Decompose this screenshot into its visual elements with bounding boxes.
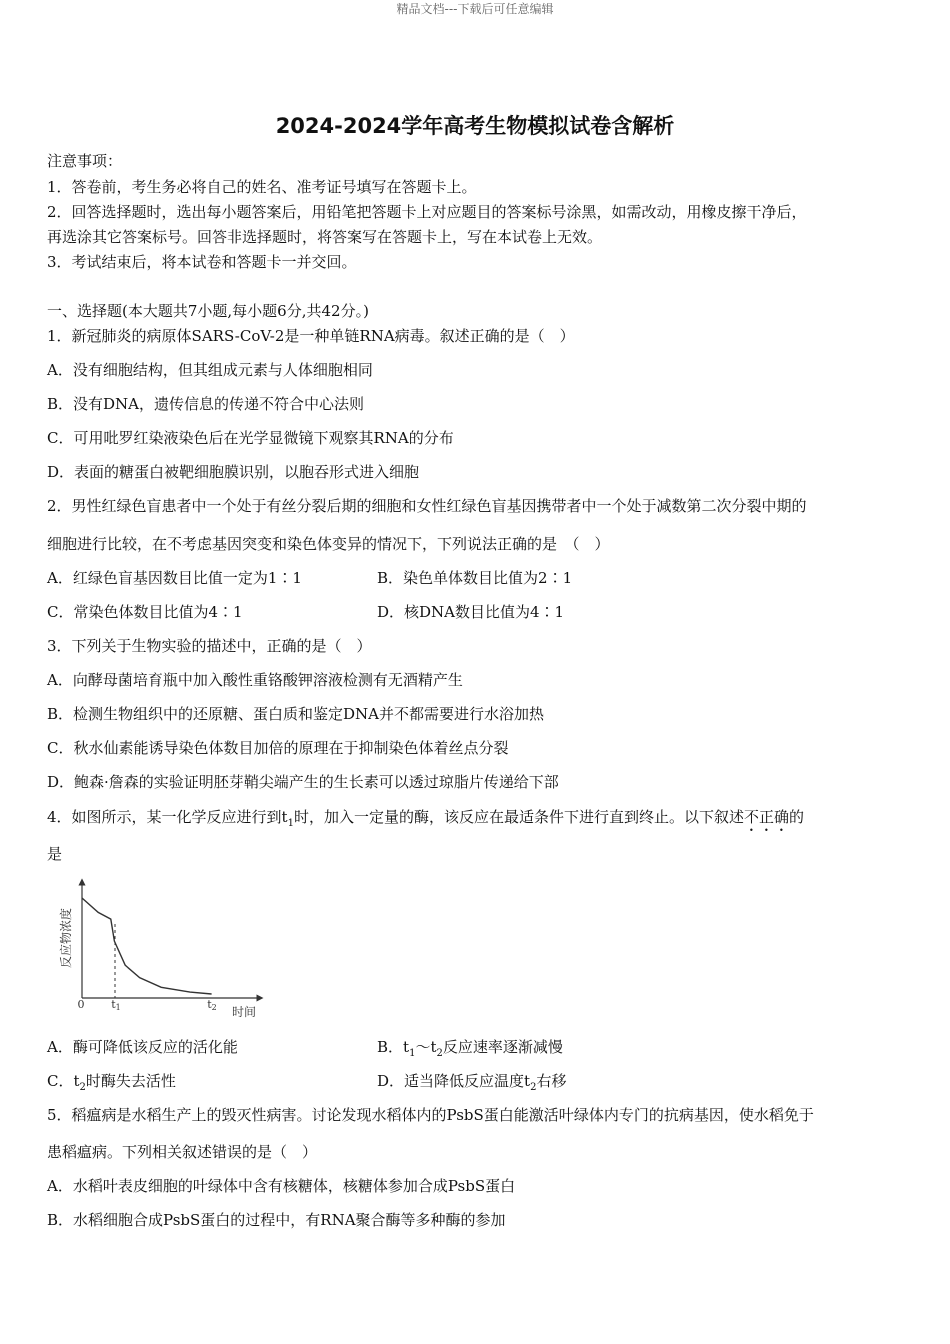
notice-item-3: 3．考试结束后，将本试卷和答题卡一并交回。: [47, 253, 357, 271]
q4-option-a: A．酶可降低该反应的活化能: [47, 1038, 238, 1056]
q4-b-post: 反应速率逐渐减慢: [442, 1038, 563, 1056]
q4-d-sub: 2: [530, 1082, 537, 1093]
q1-stem: 1．新冠肺炎的病原体SARS-CoV-2是一种单链RNA病毒。叙述正确的是（ ）: [47, 327, 575, 345]
q5-stem-line1: 5．稻瘟病是水稻生产上的毁灭性病害。讨论发现水稻体内的PsbS蛋白能激活叶绿体内专门的抗病基因，使水稻免于: [47, 1106, 814, 1124]
notice-item-2-cont: 再选涂其它答案标号。回答非选择题时，将答案写在答题卡上，写在本试卷上无效。: [47, 228, 603, 246]
chart-tick-t2: t2: [207, 998, 217, 1012]
q4-stem-mid: 时，加入一定量的酶，该反应在最适条件下进行直到终止。以下叙述: [293, 808, 744, 826]
chart-tick-t1: t1: [111, 998, 121, 1012]
q3-option-b: B．检测生物组织中的还原糖、蛋白质和鉴定DNA并不都需要进行水浴加热: [47, 705, 545, 723]
q2-option-c: C．常染色体数目比值为4∶1: [47, 603, 243, 621]
q4-c-pre: C．t: [47, 1072, 80, 1090]
notice-item-2: 2．回答选择题时，选出每小题答案后，用铅笔把答题卡上对应题目的答案标号涂黑，如需改动，用橡皮擦干净后，: [47, 203, 807, 221]
q4-stem-line1: [47, 806, 804, 835]
q1-option-a: A．没有细胞结构，但其组成元素与人体细胞相同: [47, 361, 373, 379]
q4-b-sub2: 2: [436, 1048, 443, 1059]
q2-stem-line2: 细胞进行比较，在不考虑基因突变和染色体变异的情况下，下列说法正确的是 （ ）: [47, 535, 610, 553]
q3-option-c: C．秋水仙素能诱导染色体数目加倍的原理在于抑制染色体着丝点分裂: [47, 739, 509, 757]
q4-c-sub: 2: [79, 1082, 86, 1093]
q5-stem-line2: 患稻瘟病。下列相关叙述错误的是（ ）: [47, 1143, 318, 1161]
q4-option-d: [377, 1070, 566, 1093]
q4-reaction-chart: [54, 876, 274, 1018]
q5-option-a: A．水稻叶表皮细胞的叶绿体中含有核糖体，核糖体参加合成PsbS蛋白: [47, 1177, 516, 1195]
q1-option-d: D．表面的糖蛋白被靶细胞膜识别，以胞吞形式进入细胞: [47, 463, 420, 481]
q3-stem: 3．下列关于生物实验的描述中，正确的是（ ）: [47, 637, 372, 655]
q3-option-d: D．鲍森·詹森的实验证明胚芽鞘尖端产生的生长素可以透过琼脂片传递给下部: [47, 773, 559, 791]
notice-item-1: 1．答卷前，考生务必将自己的姓名、准考证号填写在答题卡上。: [47, 178, 477, 196]
chart-y-label: 反应物浓度: [59, 907, 73, 969]
chart-x-label: 时间: [231, 1005, 257, 1018]
chart-tick-0: 0: [77, 998, 85, 1011]
q4-stem-pre: 4．如图所示，某一化学反应进行到t: [47, 808, 288, 826]
q4-stem-post: 的: [788, 808, 804, 826]
q3-option-a: A．向酵母菌培育瓶中加入酸性重铬酸钾溶液检测有无酒精产生: [47, 671, 463, 689]
q4-b-pre: B．t: [377, 1038, 410, 1056]
notice-heading: 注意事项：: [47, 152, 123, 170]
q2-stem-line1: 2．男性红绿色盲患者中一个处于有丝分裂后期的细胞和女性红绿色盲基因携带者中一个处于减数第二次分裂中期的: [47, 497, 807, 515]
q5-option-b: B．水稻细胞合成PsbS蛋白的过程中，有RNA聚合酶等多种酶的参加: [47, 1211, 506, 1229]
page-title: 2024-2024学年高考生物模拟试卷含解析: [275, 114, 675, 138]
q2-option-a: A．红绿色盲基因数目比值一定为1∶1: [47, 569, 302, 587]
q4-stem-sub: 1: [287, 818, 294, 829]
section-heading: 一、选择题(本大题共7小题,每小题6分,共42分。): [47, 302, 369, 320]
q4-option-b: [377, 1036, 563, 1059]
q4-b-sub1: 1: [409, 1048, 416, 1059]
q2-option-d: D．核DNA数目比值为4∶1: [377, 603, 565, 621]
q1-option-b: B．没有DNA，遗传信息的传递不符合中心法则: [47, 395, 365, 413]
q4-stem-emphasis: 不正确: [743, 808, 789, 826]
q4-b-mid: ～t: [415, 1038, 437, 1056]
q4-d-pre: D．适当降低反应温度t: [377, 1072, 531, 1090]
header-watermark: 精品文档---下载后可任意编辑: [396, 2, 554, 16]
q2-option-b: B．染色单体数目比值为2∶1: [377, 569, 573, 587]
q1-option-c: C．可用吡罗红染液染色后在光学显微镜下观察其RNA的分布: [47, 429, 454, 447]
q4-stem-line2: 是: [47, 845, 63, 863]
chart-series-line: [82, 898, 212, 994]
q4-c-post: 时酶失去活性: [85, 1072, 176, 1090]
q4-d-post: 右移: [536, 1072, 567, 1090]
q4-option-c: [47, 1070, 176, 1093]
